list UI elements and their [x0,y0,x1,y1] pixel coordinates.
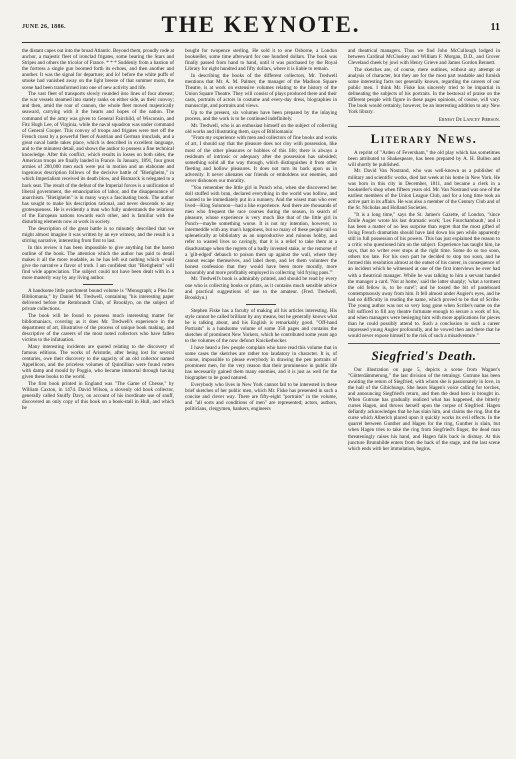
divider [83,284,113,285]
section-heading: Literary News. [370,130,478,146]
issue-date: JUNE 26, 1886. [22,24,66,30]
paragraph: and theatrical managers. Thus we find John McCullough lodged in between Cardinal McCloskey and William F. Morgan, D.D., and Grover Cleveland cheek by jowl with Henry Grieve and James Gordon Bennett. [348,48,500,67]
divider [348,126,500,127]
paragraph: "It is a long time," says the St. James's Gazette, of London, "since Émile Augier wrote his last dramatic work; 'Les Fourchambault,' and it has been a matter of no less surprise than regret that the most gifted of living French dramatists should have laid down his pen while apparently still in full possession of his powers. This has just explained the reason to a critic who questioned him on the subject. Experience has taught him, he says, that no writer ever stops at the right time. Some do so too soon, others too late. For his own part he decided to stop too soon, and he formed this resolution almost at the outset of his career, in consequence of an incident which he witnessed at one of the first interviews he ever had with a theatrical manager. While he was talking to him a servant handed the manager a card. 'Not at home,' said the latter sharply; 'what a torment the old fellow is, to be sure!'; and he tossed the bit of pasteboard contemptuously away from him. It fell almost under Augier's eyes, and he had no difficulty in reading the name, which proved to be that of Scribe. The young author was not so very long gone when Scribe's name on the bill sufficed to fill any theatre fortunate enough to secure a work of his, and when managers were besieging him with more applications for pieces than he could possibly attend to. Such a conclusion to such a career impressed young Augier profoundly, and he vowed then and there that he would never expose himself to the risk of such a misadventure." [348,211,500,340]
paragraph: the distant capes out into the broad Atlantic. Beyond them, proudly rode at anchor, a majestic fleet of ironclad frigates, some bearing the Stars and Stripes and others the tricolor of France. * * * Suddenly from a bastion of the fortress a single gun boomed forth its echoes, and then another and another. It was the signal for departure; and lo! before the white puffs of smoke had vanished away on the light breeze of that summer morn, the scene had been transformed into one of new activity and life. [22,48,174,91]
paragraph: The first book printed in England was "The Game of Chesse," by William Caxton, in 1474. David Wilson, a slovenly old book collector, generally called Snuffy Davy, on account of his inordinate use of snuff, discovered an only copy of this book on a book-stall in Hull, and which he [22,380,174,412]
paragraph: The sketches are, of course, mere outlines, without any attempt at analysis of character, but they are for the most part readable and furnish some interesting facts not generally known, regarding the careers of our public men. I think Mr. Fiske has sincerely tried to be impartial in delineating the subjects of his portraits. In the bestowal of praise on the different people with figure in these pages opinions, of course, will vary. The book would certainly, however, be an interesting addition to any New York library. [348,66,500,116]
paragraph: Many interesting incidents are quoted relating to the discovery of famous editions. The works of Aristotle, after being lost for several centuries, owe their discovery to the sagacity of an old collector named Appellicon, and the priceless volumes of Quintillian were found rotten with damp and mould by Poggio, who became immortal through having given these books to the world. [22,343,174,381]
paragraph: In describing the books of the different collectors, Mr. Tredwell mentions that Mr. A. M. Palmer, the manager of the Madison Square Theatre, is at work on extensive volumes relating to the history of the Union Square Theatre. They will consist of plays produced there and their casts, portraits of actors in costume and every-day dress, biographies in manuscript, and portraits and views. [185,72,337,110]
column-2 [185,48,337,748]
paragraph: Up to the present, six volumes have been prepared by the inlaying process, and the work is to be continued indefinitely. [185,109,337,123]
column-1 [22,48,174,748]
paragraph: bought for twopence sterling. He sold it to one Osborne, a London bookseller, some time afterward for one hundred dollars. The book was finally passed from hand to hand, until it was purchased by the Royal Library for eight hundred and fifty dollars, where it is liable to remain. [185,48,337,73]
paragraph: Stephen Fiske has a faculty of making all his articles interesting. His style cannot be called brilliant by any means, but he generally knows what he is talking about, and his English is remarkably good. "Off-hand Portraits" is a handsome volume of some 350 pages and contains the sketches of prominent New Yorkers, which he contributed some years ago to the volumes of the now defunct Knickerbocker. [185,307,337,345]
paragraph: Mr. Tredwell's book is admirably printed, and should be read by every one who is collecting books or prints, as it contains much sensible advice and practical suggestions of use to the amateur. (Fred. Tredwell, Brooklyn.) [185,276,337,301]
paragraph: Mr. David Van Nostrand, who was well-known as a publisher of military and scientific works, died last week at his home in New York. He was born in this city in December, 1811, and became a clerk in a bookseller's shop when fifteen years old. Mr. Van Nostrand was one of the earliest members of the Union League Club, and for a long time took an active part in its affairs. He was also a member of the Century Club and of the St. Nicholas and Holland Societies. [348,168,500,211]
paragraph: The book will be found to possess much interesting matter for bibliomaniacs, covering as it does Mr. Tredwell's experience in the department of art, illustrative of the process of unique book making, and descriptive of the careers of the most noted collectors who have fallen victims to the infatuation. [22,312,174,344]
paragraph: A handsome little parchment bound volume is "Monograph; a Plea for Bibliomania," by Daniel M. Tredwell, containing "his interesting paper delivered before the Rembrandt Club, of Brooklyn, on the subject of private collections. [22,288,174,313]
divider [246,304,276,305]
section-heading: Siegfried's Death. [371,347,477,363]
paragraph: A reprint of "Arden of Feversham," the old play which has sometimes been attributed to Shakespeare, has been prepared by A. H. Bullen and will shortly be published. [348,149,500,168]
paragraph: "You remember the little girl in Punch who, when she discovered her doll stuffed with bran, declared everything in the world was hollow, and wanted to be immediately put in a nunnery. And the wisest man who ever lived—King Solomon—had a like experience. And there are thousands of men who frequent the race courses during the season, in search of pleasure, whose experience is very much like that of the little girl in Punch—maybe something worse. It is not my intention, however, to intermeddle with any man's happiness, but so many of these people rail so splenetically at bibliolatry as an unproductive and ruinous hobby, and refer to wasted lives so cavingly, that it is a relief to take them at a disadvantage when the regrets of a badly invested stake, or the remorse of a 'gilt-edged' debauch to poison them up against the wall, where they cannot escape themselves, and label them, and let them volunteer the honest confession that they would have been more morally, more honorably and more profitably employed in collecting 'old frying pans.'" [185,184,337,276]
paragraph: I have heard a few people complain who have read this volume that in some cases the sketches are rather too laudatory in character. It is, of course, impossible to please everybody in drawing the pen portraits of prominent men, for the very reason that their prominence in public life has necessarily gained them many enemies, and it is just as well for the biographer to be good natured. [185,344,337,382]
paragraph: The vast fleet of transports slowly rounded into lines of four abreast; the war vessels steamed into stately ranks on either side, as their convoy; and then, amid the roar of cannon, the whole fleet moved majestically seaward, carrying with it the hearts and hopes of the nation. The command of the army was given to General Fairchild, of Wisconsin, and Fitz Hugh Lee, of Virginia, while the naval squadron was under command of General Cooper. This convoy of troops and frigates were met off the French coast by a powerful fleet of Austrian and German ironclads, and a great naval battle takes place, which is described in excellent language, and to the minutest detail, and shows the author to possess a fine technical knowledge. After this conflict, which results in losses on both sides, the American troops are finally landed in France. In January, 1891, four great armies of 200,000 men each were put in motion and an elaborate and ingenious description follows of the decisive battle of "Bietigheim," in which Imperialism received its death blow, and Bismarck is relegated to a back seat. The result of the defeat of the Imperial forces is a unification of liberal government, the emancipation of labor, and the disappearance of anarchism. "Bietigheim" is in many ways a fascinating book. The author has sought to make his description rational, and never descends to any grotesqueness. He is evidently a man who fully understands the relations of the European nations towards each other, and is familiar with the disturbing elements now at work in society. [22,91,174,226]
column-3 [348,48,500,748]
page-number: 11 [490,22,500,33]
paragraph: "From my experience with men and collectors of fine books and works of art, I should say that the pleasure does not cloy with possession, like most of the other pleasures or hobbies of this life; there is always a residuum of intrinsic or adequacy after the possession has subsided; something solid all the way through, which distinguishes it from other fleeting and hollow pleasures. It does not turn its back upon us in adversity. It never alienates our friends or emboldens our enemies, and never dishonors our morality. [185,135,337,184]
paragraph: Everybody who lives in New York cannot fail to be interested in these brief sketches of her public men, which Mr. Fiske has presented in such a concise and clever way. There are fifty-eight "portraits" in the volume, and "all sorts and conditions of men" are represented; actors, authors, politicians, clergymen, bankers, engineers [185,381,337,413]
page-header [22,8,500,43]
author-signature: Ernest De Lancey Pierson. [438,116,500,123]
paragraph: Our illustration on page 5, depicts a scene from Wagner's "Götterdämmerung," the last division of the tetralogy. Gutrune has been awaiting the return of Siegfried, with whom she is passionately in love, in the hall of the Gibichungs. She hears Hagen's voice calling for torches, and announcing Siegfried's return, and then the dead hero is brought in. When Gutrune has gradually realized what has happened, she bitterly curses Hagen, and throws herself upon the corpse of Siegfried. Hagen defiantly acknowledges that he has slain him, and claims the ring. But the curse which Alberich placed upon it quickly works its evil effects. In the quarrel between Gunther and Hagen for the ring, Gunther is slain, but when Hagen tries to take the ring from Siegfried's finger, the dead man threateningly raises his hand, and Hagen falls back in dismay. At this juncture Brunnhilde enters from the back of the stage, and the last scene which ends with her immolation, begins. [348,366,500,452]
divider [348,343,500,344]
paragraph: In this review it has been impossible to give anything but the barest outline of the book. The attention which the author has paid to detail makes it all the more readable, as he has left out nothing which would give the narrative a flavor of truth. I am confident that "Bietigheim" will find wide appreciation. The subject could not have been dealt with in a more masterly way by any living author. [22,244,174,281]
paragraph: Mr. Tredwell, who is an enthusiast himself on the subject of collecting old works and illustrating them, says of Bibliomania: [185,122,337,135]
paragraph: The description of the great battle is so minutely described that we might almost imagine it was written by an eye witness, and the result is a stirring narrative, interesting from first to last. [22,225,174,244]
masthead-title: THE KEYNOTE. [161,12,361,37]
